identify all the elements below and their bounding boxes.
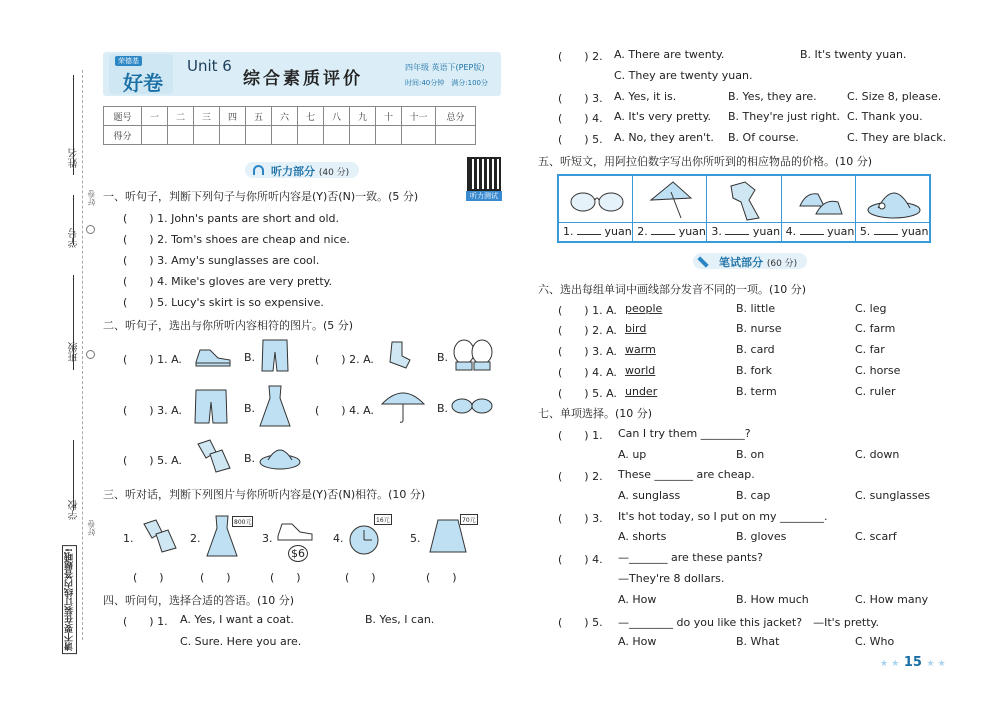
score-input[interactable] <box>298 126 324 145</box>
score-input[interactable] <box>436 126 476 145</box>
table-cell: 四 <box>220 107 246 126</box>
umbrella-image <box>647 180 693 220</box>
cell-divider <box>856 222 929 223</box>
page-number-text: 15 <box>903 655 922 670</box>
option-a: A. It's very pretty. <box>614 110 712 123</box>
option-b: B. cap <box>736 489 771 502</box>
headphones-icon <box>253 165 264 175</box>
option-b: B. They're just right. <box>728 110 840 123</box>
price-tag: 16元 <box>374 514 392 525</box>
listening-section-title <box>245 162 359 178</box>
question-label: ( ) 2. A. <box>558 324 617 337</box>
price-cell <box>707 176 781 241</box>
score-input[interactable] <box>168 126 194 145</box>
binding-ring <box>86 225 95 234</box>
option-b: B. term <box>736 385 777 398</box>
answer-paren[interactable]: ( ) <box>270 571 301 584</box>
binding-line <box>82 70 83 640</box>
option-b: B. on <box>736 448 765 461</box>
question-text: It's hot today, so I put on my ________. <box>618 510 828 523</box>
item-number: 1. <box>123 532 134 545</box>
question-label: ( ) 4. A. <box>315 404 374 417</box>
brand-label: 荣德基 <box>115 56 142 66</box>
question-label: ( ) 2. <box>558 470 603 483</box>
shoes-image <box>276 518 316 542</box>
price-table <box>557 174 931 243</box>
list-item: ( ) 4. Mike's gloves are very pretty. <box>123 275 333 288</box>
gloves-image <box>192 438 234 476</box>
table-cell: 三 <box>194 107 220 126</box>
score-input[interactable] <box>350 126 376 145</box>
price-blank[interactable] <box>786 225 855 238</box>
section5-title: 五、听短文，用阿拉伯数字写出你所听到的相应物品的价格。(10 分) <box>538 155 873 168</box>
table-cell: 十一 <box>402 107 436 126</box>
shoes-image <box>192 340 234 372</box>
star-icon: ★ ★ <box>880 659 900 669</box>
page-header <box>103 52 501 96</box>
list-item: ( ) 3. Amy's sunglasses are cool. <box>123 254 320 267</box>
question-label: ( ) 1. <box>558 429 603 442</box>
option-b-label: B. <box>244 452 256 465</box>
class-label: 班级 <box>69 342 80 362</box>
score-input[interactable] <box>376 126 402 145</box>
answer-paren[interactable]: ( ) <box>200 571 231 584</box>
option-a: world <box>625 364 656 377</box>
student-id-label: 学号 <box>69 228 80 248</box>
scarf-image <box>725 180 765 222</box>
option-a: A. There are twenty. <box>614 48 725 61</box>
qr-code-icon[interactable] <box>467 157 501 191</box>
umbrella-image <box>380 386 426 424</box>
section4-title: 四、听问句，选择合适的答语。(10 分) <box>103 594 295 607</box>
question-label: ( ) 4. <box>558 553 603 566</box>
answer-paren[interactable]: ( ) <box>345 571 376 584</box>
pencil-icon <box>697 256 708 267</box>
table-cell: 题号 <box>104 107 142 126</box>
listening-title-text: 听力部分 <box>271 165 315 178</box>
option-b: B. What <box>736 635 780 648</box>
score-input[interactable] <box>246 126 272 145</box>
item-number: 1. <box>563 225 574 238</box>
price-blank[interactable] <box>711 225 780 238</box>
school-label: 学校 <box>69 500 80 520</box>
price-tag: $6 <box>288 545 308 562</box>
option-c: C. far <box>855 343 885 356</box>
option-c: C. How many <box>855 593 929 606</box>
writing-points: (60 分) <box>766 259 798 269</box>
table-cell: 总分 <box>436 107 476 126</box>
question-text: —________ do you like this jacket? —It's pretty. <box>618 616 879 629</box>
option-c: C. Size 8, please. <box>847 90 942 103</box>
dress-image <box>258 384 292 428</box>
question-label: ( ) 3. <box>558 92 603 105</box>
score-header-row <box>104 107 476 126</box>
question-label: ( ) 4. A. <box>558 366 617 379</box>
shorts-image <box>260 338 290 374</box>
option-c: C. Sure. Here you are. <box>180 635 302 648</box>
option-c: C. leg <box>855 302 887 315</box>
table-cell: 六 <box>272 107 298 126</box>
logo-text: 好卷 <box>123 71 163 95</box>
section6-title: 六、选出每组单词中画线部分发音不同的一项。(10 分) <box>538 283 807 296</box>
answer-paren[interactable]: ( ) <box>133 571 164 584</box>
question-label: ( ) 1. A. <box>558 304 617 317</box>
binding-ring <box>86 350 95 359</box>
option-c: C. down <box>855 448 900 461</box>
option-b: B. nurse <box>736 322 782 335</box>
option-a: A. How <box>618 635 657 648</box>
blank-line <box>800 225 824 235</box>
question-label: ( ) 5. A. <box>123 454 182 467</box>
table-cell: 五 <box>246 107 272 126</box>
logo <box>109 54 173 94</box>
section3-title: 三、听对话，判断下列图片与你所听内容是(Y)否(N)相符。(10 分) <box>103 488 426 501</box>
option-a: people <box>625 302 663 315</box>
price-cell <box>559 176 633 241</box>
question-label: ( ) 2. A. <box>315 353 374 366</box>
score-input[interactable] <box>220 126 246 145</box>
option-b: B. gloves <box>736 530 787 543</box>
unit-label: yuan <box>678 225 706 238</box>
table-cell: 九 <box>350 107 376 126</box>
option-c: C. They are black. <box>847 131 947 144</box>
question-label: ( ) 2. <box>558 50 603 63</box>
question-label: ( ) 4. <box>558 112 603 125</box>
item-number: 3. <box>262 532 273 545</box>
price-cell <box>633 176 707 241</box>
option-b: B. How much <box>736 593 809 606</box>
option-c: C. scarf <box>855 530 897 543</box>
shorts-image <box>193 388 229 426</box>
option-a: A. shorts <box>618 530 667 543</box>
price-blank[interactable] <box>860 225 929 238</box>
binding-strip <box>0 0 95 711</box>
unit-label: Unit 6 <box>187 57 232 75</box>
question-label: ( ) 5. <box>558 616 603 629</box>
name-label: 姓名 <box>69 148 80 168</box>
binding-warning: 请不要在装订线内答题哦! <box>62 545 77 654</box>
blank-line <box>577 225 601 235</box>
table-cell: 八 <box>324 107 350 126</box>
option-a: bird <box>625 322 647 335</box>
cell-divider <box>633 222 706 223</box>
ring-label: 好卷 <box>87 190 96 206</box>
question-label: ( ) 3. <box>558 512 603 525</box>
option-b: B. Yes, I can. <box>365 613 435 626</box>
table-cell: 得分 <box>104 126 142 145</box>
question-label: ( ) 1. A. <box>123 353 182 366</box>
option-c: C. farm <box>855 322 896 335</box>
sunglasses-image <box>450 392 494 418</box>
option-b: B. Of course. <box>728 131 799 144</box>
price-tag: 800元 <box>232 516 253 527</box>
option-c: C. They are twenty yuan. <box>614 69 753 82</box>
blank-line <box>725 225 749 235</box>
item-number: 5. <box>410 532 421 545</box>
hat-image <box>258 440 302 472</box>
option-c: C. Who <box>855 635 895 648</box>
price-tag: 70元 <box>460 514 478 525</box>
writing-section-title <box>693 253 807 269</box>
cell-divider <box>782 222 855 223</box>
question-text: Can I try them ________? <box>618 427 751 440</box>
unit-label: yuan <box>827 225 855 238</box>
table-cell: 十 <box>376 107 402 126</box>
question-text: —They're 8 dollars. <box>618 572 725 585</box>
score-value-row <box>104 126 476 145</box>
option-b: B. Yes, they are. <box>728 90 817 103</box>
score-input[interactable] <box>402 126 436 145</box>
option-c: C. Thank you. <box>847 110 923 123</box>
option-a: A. No, they aren't. <box>614 131 714 144</box>
option-b: B. It's twenty yuan. <box>800 48 907 61</box>
hat-image <box>866 180 922 222</box>
option-a: A. How <box>618 593 657 606</box>
ring-label: 好卷 <box>87 520 96 536</box>
table-cell: 七 <box>298 107 324 126</box>
question-label: ( ) 3. A. <box>558 345 617 358</box>
option-c: C. horse <box>855 364 901 377</box>
cell-divider <box>559 222 632 223</box>
blank-line <box>651 225 675 235</box>
option-c: C. ruler <box>855 385 896 398</box>
table-cell: 二 <box>168 107 194 126</box>
score-input[interactable] <box>324 126 350 145</box>
star-icon: ★ ★ <box>926 659 946 669</box>
section2-title: 二、听句子，选出与你所听内容相符的图片。(5 分) <box>103 319 354 332</box>
question-text: —_______ are these pants? <box>618 551 763 564</box>
option-a: warm <box>625 343 656 356</box>
option-a: A. Yes, I want a coat. <box>180 613 294 626</box>
question-label: ( ) 3. A. <box>123 404 182 417</box>
score-input[interactable] <box>194 126 220 145</box>
option-b-label: B. <box>244 402 256 415</box>
price-cell <box>856 176 929 241</box>
option-b-label: B. <box>437 402 449 415</box>
table-cell: 一 <box>142 107 168 126</box>
unit-label: yuan <box>604 225 632 238</box>
list-item: ( ) 2. Tom's shoes are cheap and nice. <box>123 233 350 246</box>
grade-label: 四年级 英语下(PEP版) <box>405 63 485 72</box>
shoes-image <box>798 182 844 220</box>
option-b: B. card <box>736 343 775 356</box>
price-blank[interactable] <box>563 225 632 238</box>
section1-title: 一、听句子，判断下列句子与你所听内容是(Y)否(N)一致。(5 分) <box>103 190 419 203</box>
price-cell <box>782 176 856 241</box>
time-label: 时间:40分钟 满分:100分 <box>405 79 488 87</box>
option-a: A. up <box>618 448 647 461</box>
list-item: ( ) 5. Lucy's skirt is so expensive. <box>123 296 324 309</box>
option-c: C. sunglasses <box>855 489 931 502</box>
option-b: B. fork <box>736 364 773 377</box>
sunglasses-image <box>569 184 625 216</box>
option-a: A. Yes, it is. <box>614 90 677 103</box>
unit-label: yuan <box>752 225 781 238</box>
qr-label: 听力测试 <box>466 191 502 201</box>
item-number: 2. <box>637 225 648 238</box>
option-b-label: B. <box>437 351 449 364</box>
option-b: B. little <box>736 302 776 315</box>
list-item: ( ) 1. John's pants are short and old. <box>123 212 339 225</box>
item-number: 2. <box>190 532 201 545</box>
item-number: 4. <box>333 532 344 545</box>
unit-label: yuan <box>901 225 929 238</box>
item-number: 3. <box>711 225 722 238</box>
item-number: 5. <box>859 225 871 238</box>
clock-image <box>346 520 382 556</box>
page-number <box>880 655 946 670</box>
question-label: ( ) 5. A. <box>558 387 617 400</box>
question-text: These _______ are cheap. <box>618 468 755 481</box>
option-a: A. sunglass <box>618 489 681 502</box>
item-number: 4. <box>785 225 797 238</box>
option-a: under <box>625 385 658 398</box>
gloves-image <box>140 516 180 556</box>
score-input[interactable] <box>142 126 168 145</box>
blank-line <box>874 225 898 235</box>
score-input[interactable] <box>272 126 298 145</box>
question-label: ( ) 1. <box>123 615 168 628</box>
gloves-image <box>450 338 496 372</box>
socks-image <box>384 340 418 370</box>
writing-title-text: 笔试部分 <box>719 256 763 269</box>
question-label: ( ) 5. <box>558 133 603 146</box>
option-b-label: B. <box>244 351 256 364</box>
price-blank[interactable] <box>637 225 706 238</box>
page-title: 综合素质评价 <box>243 69 363 89</box>
cell-divider <box>707 222 780 223</box>
score-table <box>103 106 476 145</box>
listening-points: (40 分) <box>318 168 350 178</box>
answer-paren[interactable]: ( ) <box>426 571 457 584</box>
section7-title: 七、单项选择。(10 分) <box>538 407 653 420</box>
